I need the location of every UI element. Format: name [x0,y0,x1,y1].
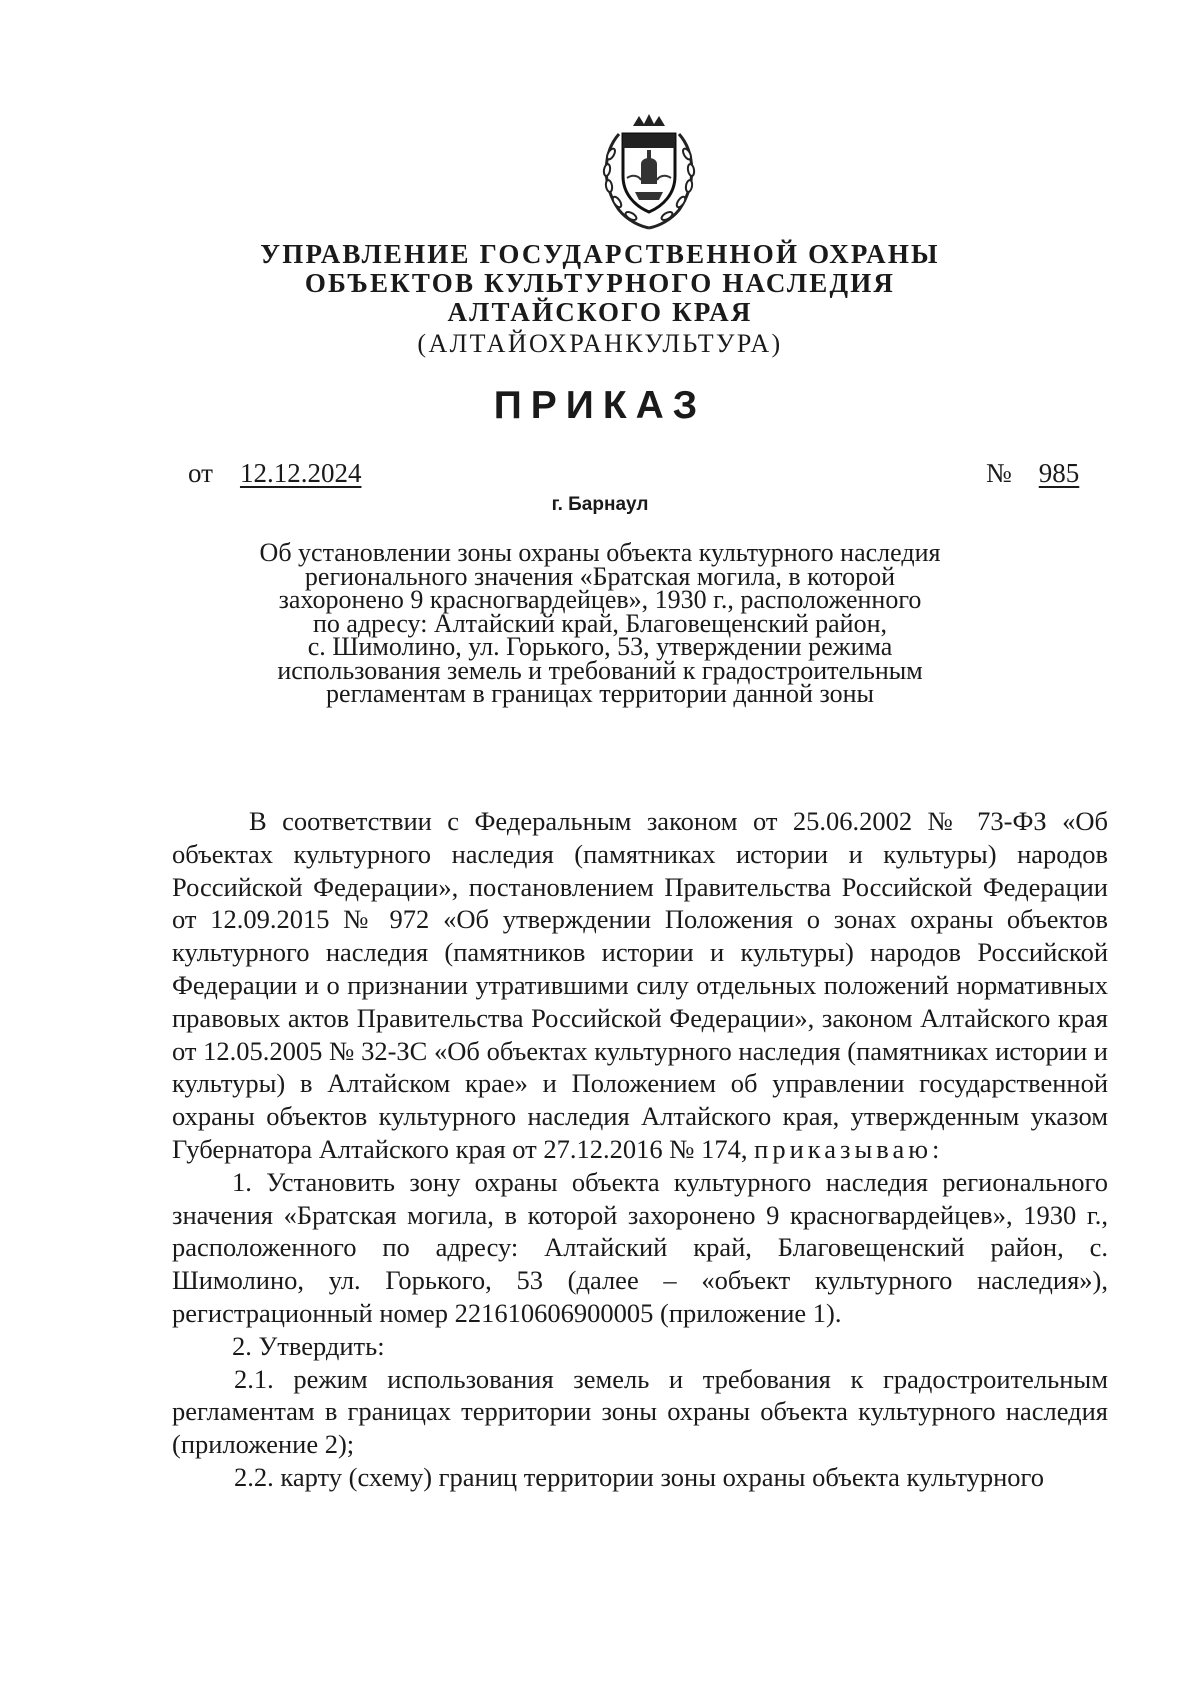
agency-name-line-3: АЛТАЙСКОГО КРАЯ [447,297,753,327]
city: г. Барнаул [551,494,649,515]
subject-line: по адресу: Алтайский край, Благовещенский район, [312,608,888,638]
order-word: приказываю: [754,1133,944,1164]
item-2: 2. Утвердить: [232,1330,385,1361]
document-date [188,458,361,489]
subject-line: регионального значения «Братская могила, в которой [304,561,896,591]
agency-abbreviation: (АЛТАЙОХРАНКУЛЬТУРА) [417,329,783,358]
date-prefix: от [188,458,213,488]
agency-name-line-2: ОБЪЕКТОВ КУЛЬТУРНОГО НАСЛЕДИЯ [304,268,896,298]
subject-line: с. Шимолино, ул. Горького, 53, утверждении режима [307,632,893,661]
preamble-paragraph [172,805,1108,1166]
subject-line: использования земель и требований к градостроительным [277,655,923,685]
item-2-2: 2.2. карту (схему) границ территории зоны охраны объекта культурного [234,1461,1044,1492]
document-title: ПРИКАЗ [493,384,707,427]
order-subject [240,538,960,708]
date-value: 12.12.2024 [239,458,362,488]
altai-krai-coat-of-arms-icon [597,114,701,230]
item-1: 1. Установить зону охраны объекта культурного наследия регионального значения «Братская могила, в которой захоронено 9 красногвардейцев», 1930 г., расположенного по адресу: Алтайский край, Благовещенский район, с. Шимолино, ул. Горького, 53 (далее – «объект культурного наследия»), регистрационный номер 221610606900005 (приложение 1). [172,1166,1108,1328]
order-body [172,805,1108,1494]
document-number [986,458,1079,489]
subject-line: Об установлении зоны охраны объекта культурного наследия [259,538,941,567]
number-value: 985 [1038,458,1080,488]
preamble-text: В соответствии с Федеральным законом от 25.06.2002 № 73-ФЗ «Об объектах культурного наследия (памятниках истории и культуры) народов Российской Федерации», постановлением Правительства Российской Федерации от 12.09.2015 № 972 «Об утверждении Положения о зонах охраны объектов культурного наследия (памятников истории и культуры) народов Российской Федерации и о признании утратившими силу отдельных положений нормативных правовых актов Правительства Российской Федерации», законом Алтайского края от 12.05.2005 № 32-ЗС «Об объектах культурного наследия (памятниках истории и культуры) в Алтайском крае» и Положением об управлении государственной охраны объектов культурного наследия Алтайского края, утвержденным указом Губернатора Алтайского края от 27.12.2016 № 174, [172,806,1108,1164]
subject-line: захоронено 9 красногвардейцев», 1930 г., расположенного [278,585,922,614]
subject-line: регламентам в границах территории данной зоны [326,679,874,708]
agency-name-line-1: УПРАВЛЕНИЕ ГОСУДАРСТВЕННОЙ ОХРАНЫ [260,239,940,269]
item-2-1: 2.1. режим использования земель и требования к градостроительным регламентам в границах территории зоны охраны объекта культурного наследия (приложение 2); [172,1363,1108,1460]
agency-header [0,240,1200,360]
number-prefix: № [986,458,1012,488]
